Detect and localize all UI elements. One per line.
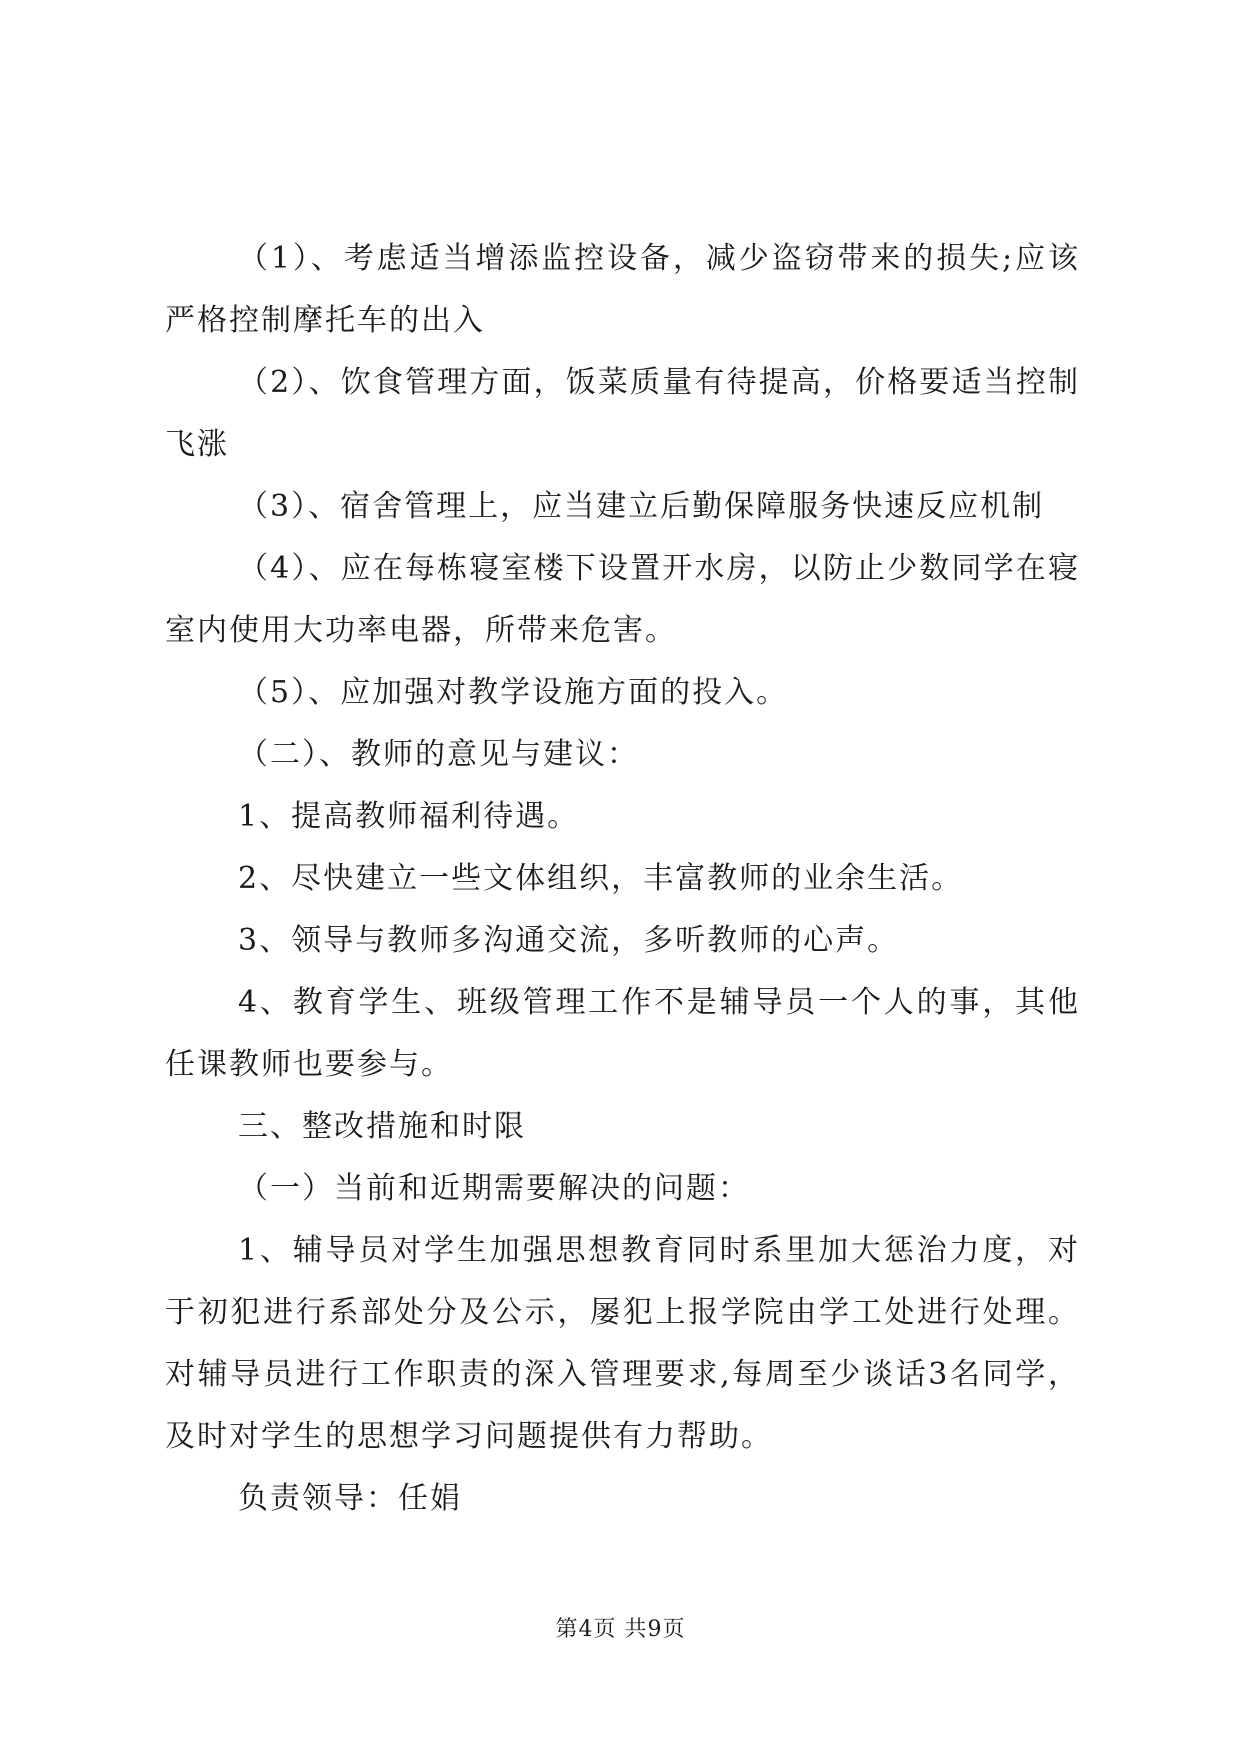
- teacher-item-2: 2、尽快建立一些文体组织，丰富教师的业余生活。: [238, 861, 964, 896]
- section-heading-teacher-opinions: （二）、教师的意见与建议：: [238, 737, 639, 772]
- paragraph-item-1: （1）、考虑适当增添监控设备，减少盗窃带来的损失;应该严格控制摩托车的出入: [165, 241, 1080, 338]
- teacher-item-1: 1、提高教师福利待遇。: [238, 799, 580, 834]
- document-body: [165, 228, 1080, 1530]
- section-heading-rectification: 三、整改措施和时限: [238, 1109, 526, 1144]
- paragraph-item-3: （3）、宿舍管理上，应当建立后勤保障服务快速反应机制: [238, 489, 1045, 524]
- teacher-item-3: 3、领导与教师多沟通交流，多听教师的心声。: [238, 923, 900, 958]
- page-footer: 第4页 共9页: [555, 1617, 686, 1642]
- paragraph-item-2: （2）、饮食管理方面，饭菜质量有待提高，价格要适当控制飞涨: [165, 365, 1080, 462]
- rectification-item-1: 1、辅导员对学生加强思想教育同时系里加大惩治力度，对于初犯进行系部处分及公示，屡犯上报学院由学工处进行处理。对辅导员进行工作职责的深入管理要求,每周至少谈话3名同学，及时对学生的思想学习问题提供有力帮助。: [165, 1233, 1080, 1454]
- subsection-heading-current-issues: （一）当前和近期需要解决的问题：: [238, 1171, 750, 1206]
- responsible-leader: 负责领导：任娟: [238, 1481, 462, 1516]
- paragraph-item-4: （4）、应在每栋寝室楼下设置开水房，以防止少数同学在寝室内使用大功率电器，所带来危害。: [165, 551, 1080, 648]
- paragraph-item-5: （5）、应加强对教学设施方面的投入。: [238, 675, 789, 710]
- teacher-item-4: 4、教育学生、班级管理工作不是辅导员一个人的事，其他任课教师也要参与。: [165, 985, 1080, 1082]
